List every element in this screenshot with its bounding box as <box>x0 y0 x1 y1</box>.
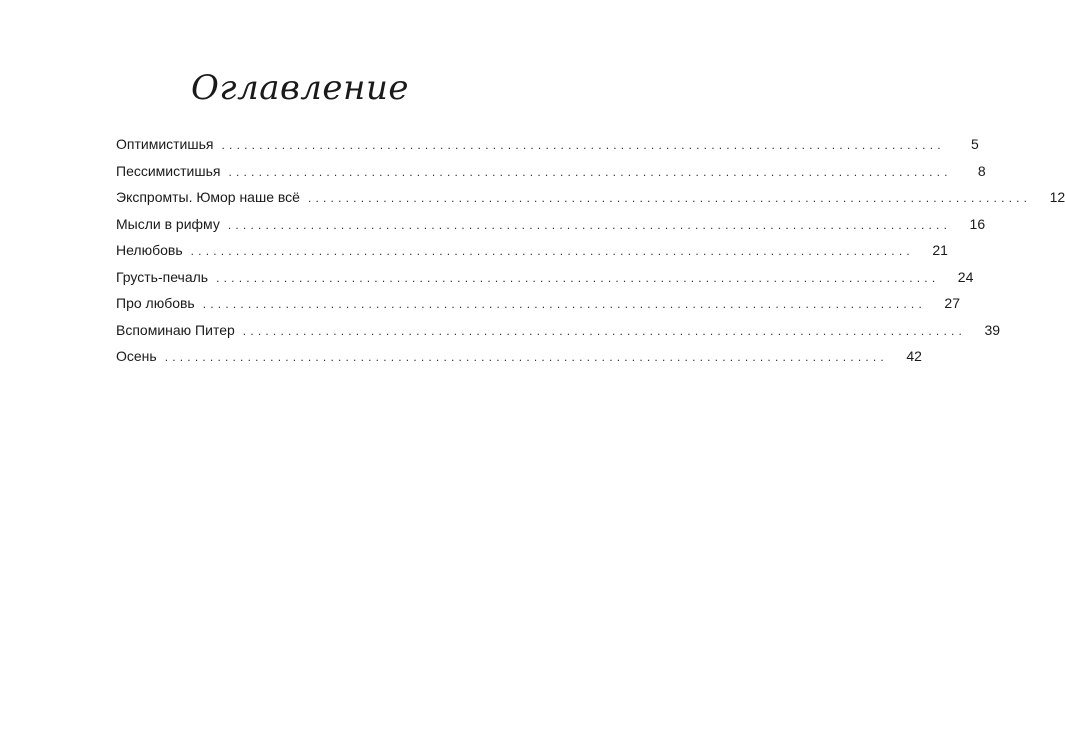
toc-entry-title: Оптимистишья <box>116 136 214 152</box>
toc-page-number: 12 <box>1049 189 1065 205</box>
toc-page-number: 21 <box>932 242 948 258</box>
table-of-contents <box>116 131 1065 370</box>
toc-entry-title: Пессимистишья <box>116 162 221 179</box>
toc-heading: Оглавление <box>191 68 409 108</box>
dot-leader: ................................................................................................ <box>228 164 952 179</box>
toc-entry-6[interactable] <box>116 264 974 291</box>
toc-entry-9[interactable] <box>116 343 922 370</box>
dot-leader: ................................................................................................ <box>164 350 888 364</box>
dot-leader: ................................................................................................ <box>307 191 1032 205</box>
toc-entry-title: Осень <box>116 348 157 364</box>
toc-entry-title: Мысли в рифму <box>116 215 220 232</box>
toc-page-number: 8 <box>977 162 986 179</box>
toc-page-number: 39 <box>984 321 1001 338</box>
toc-page-number: 16 <box>969 215 986 232</box>
dot-leader: ................................................................................................ <box>202 297 926 311</box>
toc-entry-title: Экспромты. Юмор наше всё <box>116 189 300 205</box>
toc-entry-7[interactable] <box>116 290 960 317</box>
toc-entry-title: Вспоминаю Питер <box>116 321 235 338</box>
dot-leader: ................................................................................................ <box>190 244 914 258</box>
toc-entry-8[interactable] <box>116 317 1001 344</box>
toc-page-number: 27 <box>944 295 960 311</box>
toc-entry-title: Про любовь <box>116 295 195 311</box>
toc-entry-title: Грусть-печаль <box>116 268 209 285</box>
toc-page-number: 42 <box>906 348 922 364</box>
dot-leader: ................................................................................................ <box>242 323 967 338</box>
toc-entry-4[interactable] <box>116 211 986 238</box>
toc-page-number: 24 <box>957 268 974 285</box>
toc-entry-5[interactable] <box>116 237 948 264</box>
dot-leader: ................................................................................................ <box>227 217 952 232</box>
toc-entry-1[interactable] <box>116 131 979 158</box>
dot-leader: ................................................................................................ <box>216 270 940 285</box>
dot-leader: ................................................................................................ <box>221 138 945 152</box>
toc-entry-3[interactable] <box>116 184 1065 211</box>
toc-page-number: 5 <box>970 136 979 152</box>
toc-entry-2[interactable] <box>116 158 986 185</box>
toc-entry-title: Нелюбовь <box>116 242 183 258</box>
